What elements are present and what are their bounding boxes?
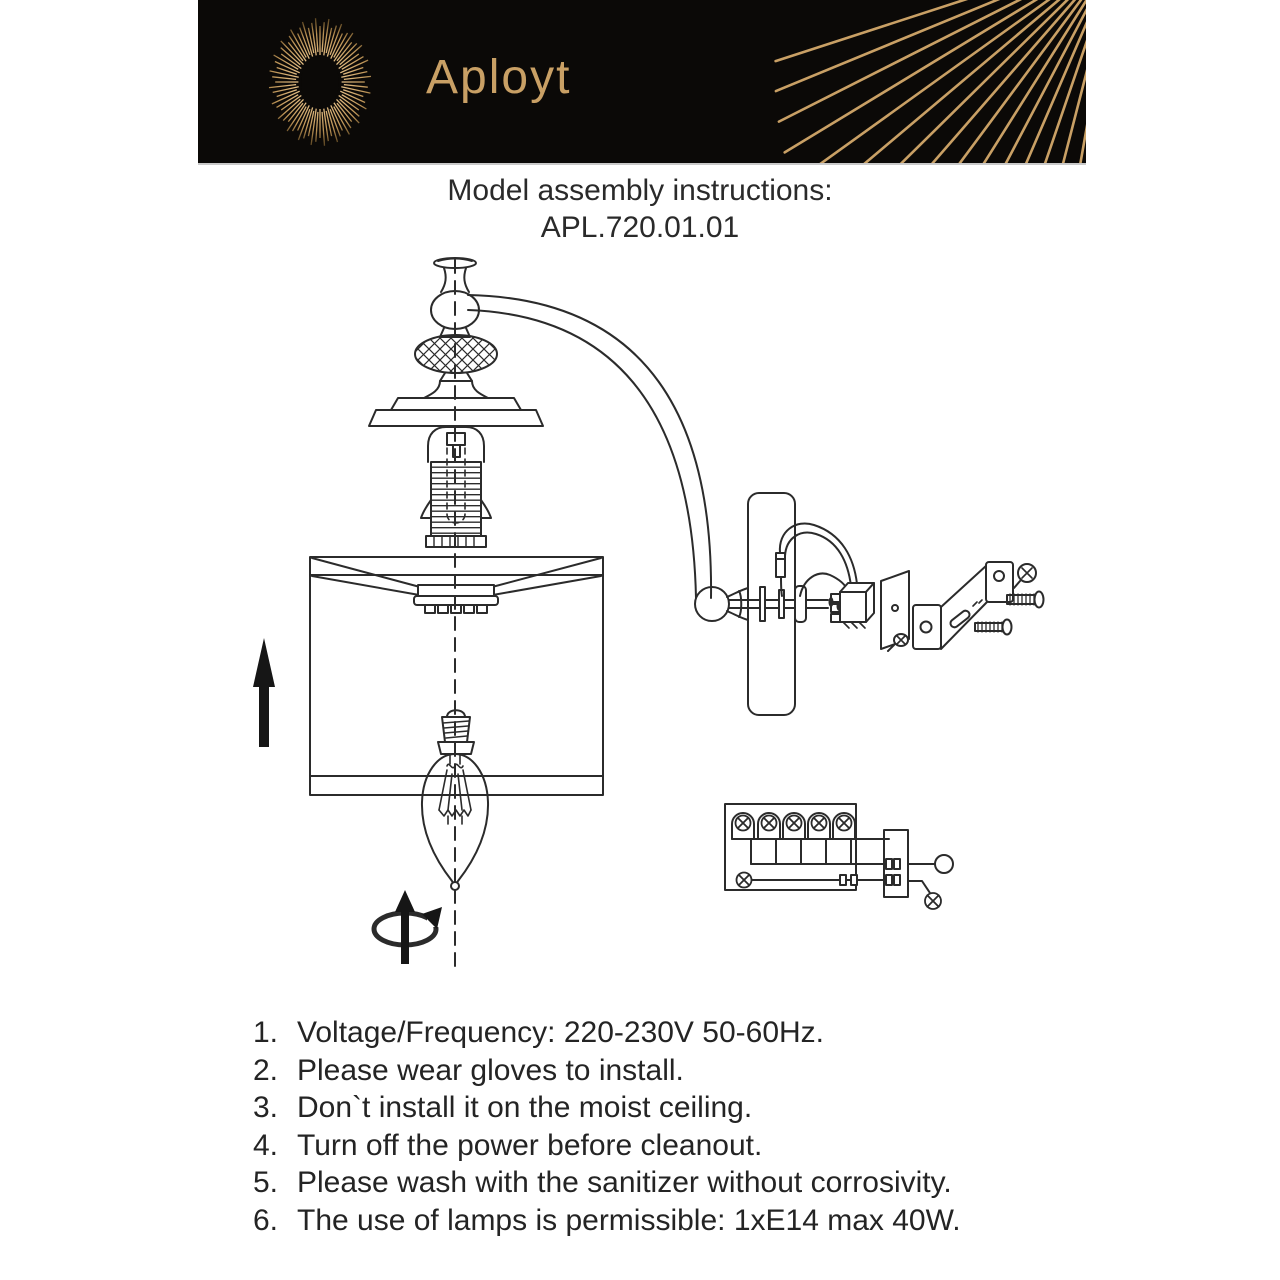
item-text: The use of lamps is permissible: 1xE14 max 40W. bbox=[297, 1203, 961, 1237]
item-text: Turn off the power before cleanout. bbox=[297, 1128, 763, 1162]
assembly-diagram bbox=[0, 250, 1280, 990]
socket-tube bbox=[421, 427, 491, 547]
mounting-bracket bbox=[913, 562, 1013, 649]
header-banner bbox=[198, 0, 1086, 165]
brand-name: Aployt bbox=[426, 51, 572, 104]
lampshade bbox=[310, 557, 603, 795]
wall-plate bbox=[748, 493, 795, 715]
instruction-item bbox=[253, 1089, 1093, 1127]
banner-decor bbox=[198, 0, 1086, 163]
curved-arm bbox=[468, 295, 711, 598]
instruction-item bbox=[253, 1164, 1093, 1202]
mounting-rod bbox=[729, 586, 842, 622]
item-number: 2. bbox=[253, 1053, 279, 1087]
title-block bbox=[0, 172, 1280, 246]
model-number: APL.720.01.01 bbox=[540, 211, 740, 244]
item-number: 3. bbox=[253, 1091, 279, 1124]
item-text: Voltage/Frequency: 220-230V 50-60Hz. bbox=[297, 1016, 825, 1049]
wiring-schematic bbox=[725, 804, 953, 909]
item-number: 5. bbox=[253, 1166, 279, 1199]
candle-bulb bbox=[422, 710, 488, 890]
instruction-item bbox=[253, 1052, 1093, 1090]
page-title: Model assembly instructions: bbox=[447, 174, 833, 207]
instruction-item bbox=[253, 1014, 1093, 1052]
up-arrow bbox=[253, 638, 275, 747]
ball-joint bbox=[695, 587, 748, 621]
instruction-item bbox=[253, 1202, 1093, 1240]
item-number: 6. bbox=[253, 1203, 279, 1237]
lamp-symbols bbox=[736, 816, 942, 910]
item-number: 4. bbox=[253, 1128, 279, 1162]
back-plate bbox=[881, 571, 909, 651]
item-text: Please wash with the sanitizer without corrosivity. bbox=[297, 1166, 952, 1199]
rotation-arrow bbox=[374, 890, 446, 964]
corner-rays-decoration bbox=[776, 0, 1086, 163]
sunburst-center bbox=[301, 56, 339, 108]
instruction-list bbox=[253, 1014, 1093, 1239]
item-text: Please wear gloves to install. bbox=[297, 1053, 684, 1087]
item-text: Don`t install it on the moist ceiling. bbox=[297, 1091, 753, 1124]
instruction-item bbox=[253, 1127, 1093, 1165]
item-number: 1. bbox=[253, 1016, 279, 1049]
